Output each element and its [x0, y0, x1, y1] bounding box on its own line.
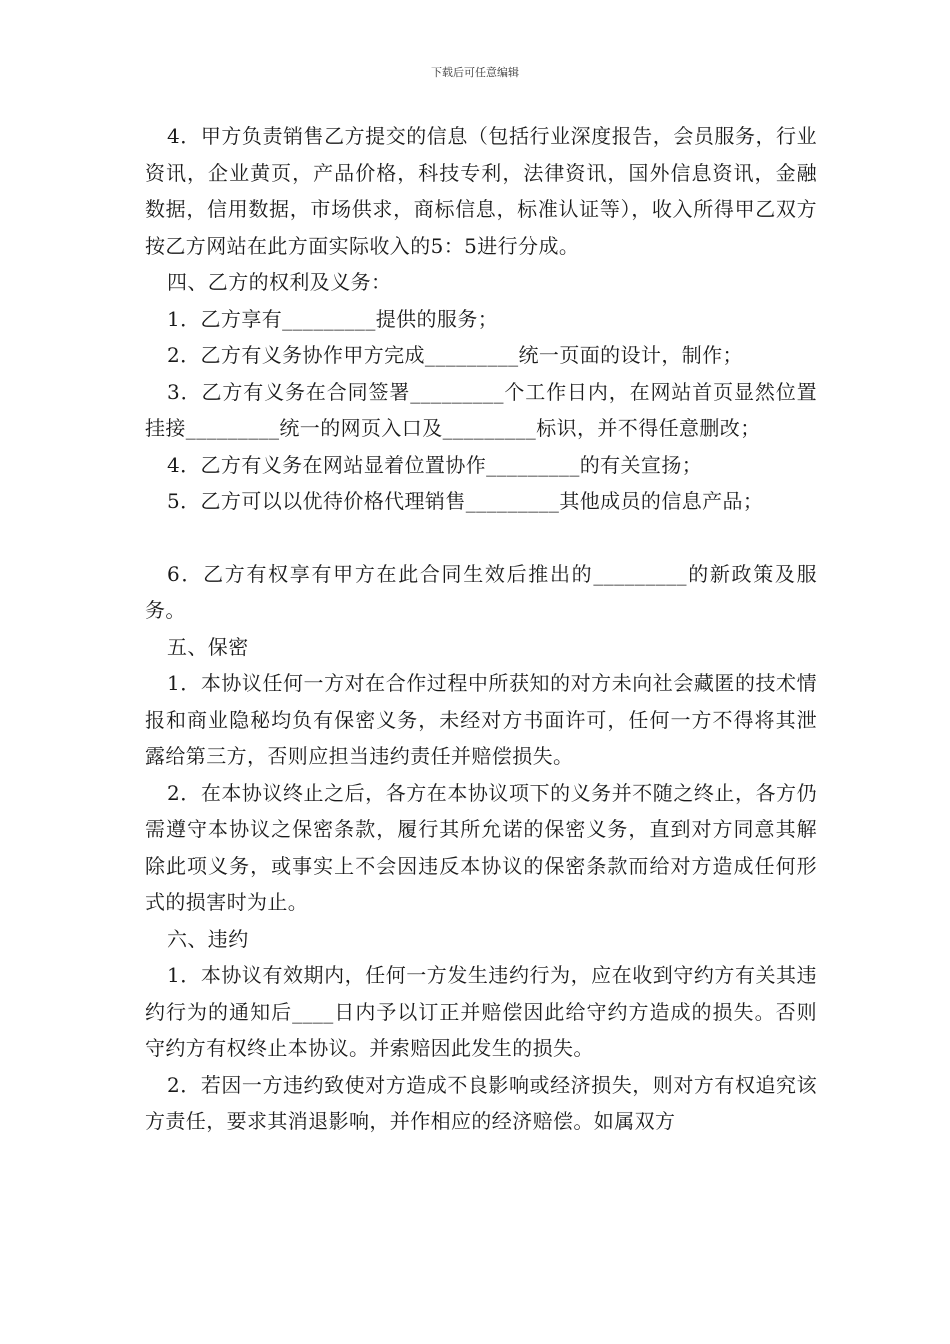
- clause-b3: 3．乙方有义务在合同签署_________个工作日内，在网站首页显然位置挂接_________统一的网页入口及_________标识，并不得任意删改；: [145, 379, 817, 440]
- clause-b5: 5．乙方可以以优待价格代理销售_________其他成员的信息产品；: [167, 489, 764, 513]
- section-heading-confidentiality: 五、保密: [167, 634, 249, 659]
- clause-a4-sales-revenue: 4．甲方负责销售乙方提交的信息（包括行业深度报告，会员服务，行业资讯，企业黄页，产品价格，科技专利，法律资讯，国外信息资讯，金融数据，信用数据，市场供求，商标信息，标准认证等），收入所得甲乙双方按乙方网站在此方面实际收入的5：5进行分成。: [145, 124, 817, 258]
- section-heading-party-b-rights: 四、乙方的权利及义务：: [167, 270, 392, 294]
- clause-c2: 2．在本协议终止之后，各方在本协议项下的义务并不随之终止，各方仍需遵守本协议之保密条款，履行其所允诺的保密义务，直到对方同意其解除此项义务，或事实上不会因违反本协议的保密条款而给对方造成任何形式的损害时为止。: [145, 780, 817, 914]
- clause-b6: 6．乙方有权享有甲方在此合同生效后推出的_________的新政策及服务。: [145, 561, 817, 622]
- section-heading-breach: 六、违约: [167, 926, 249, 951]
- page-header-note: 下载后可任意编辑: [431, 66, 519, 79]
- document-body: [145, 118, 817, 1140]
- clause-c1: 1．本协议任何一方对在合作过程中所获知的对方未向社会藏匿的技术情报和商业隐秘均负有保密义务，未经对方书面许可，任何一方不得将其泄露给第三方，否则应担当违约责任并赔偿损失。: [145, 671, 817, 768]
- clause-b2: 2．乙方有义务协作甲方完成_________统一页面的设计，制作；: [167, 343, 743, 367]
- clause-d2: 2．若因一方违约致使对方造成不良影响或经济损失，则对方有权追究该方责任，要求其消退影响，并作相应的经济赔偿。如属双方: [145, 1072, 817, 1133]
- clause-b1: 1．乙方享有_________提供的服务；: [167, 306, 499, 331]
- clause-d1: 1．本协议有效期内，任何一方发生违约行为，应在收到守约方有关其违约行为的通知后____日内予以订正并赔偿因此给守约方造成的损失。否则守约方有权终止本协议。并索赔因此发生的损失。: [145, 963, 817, 1060]
- blank-line: [145, 520, 817, 556]
- clause-b4: 4．乙方有义务在网站显着位置协作_________的有关宣扬；: [167, 452, 703, 477]
